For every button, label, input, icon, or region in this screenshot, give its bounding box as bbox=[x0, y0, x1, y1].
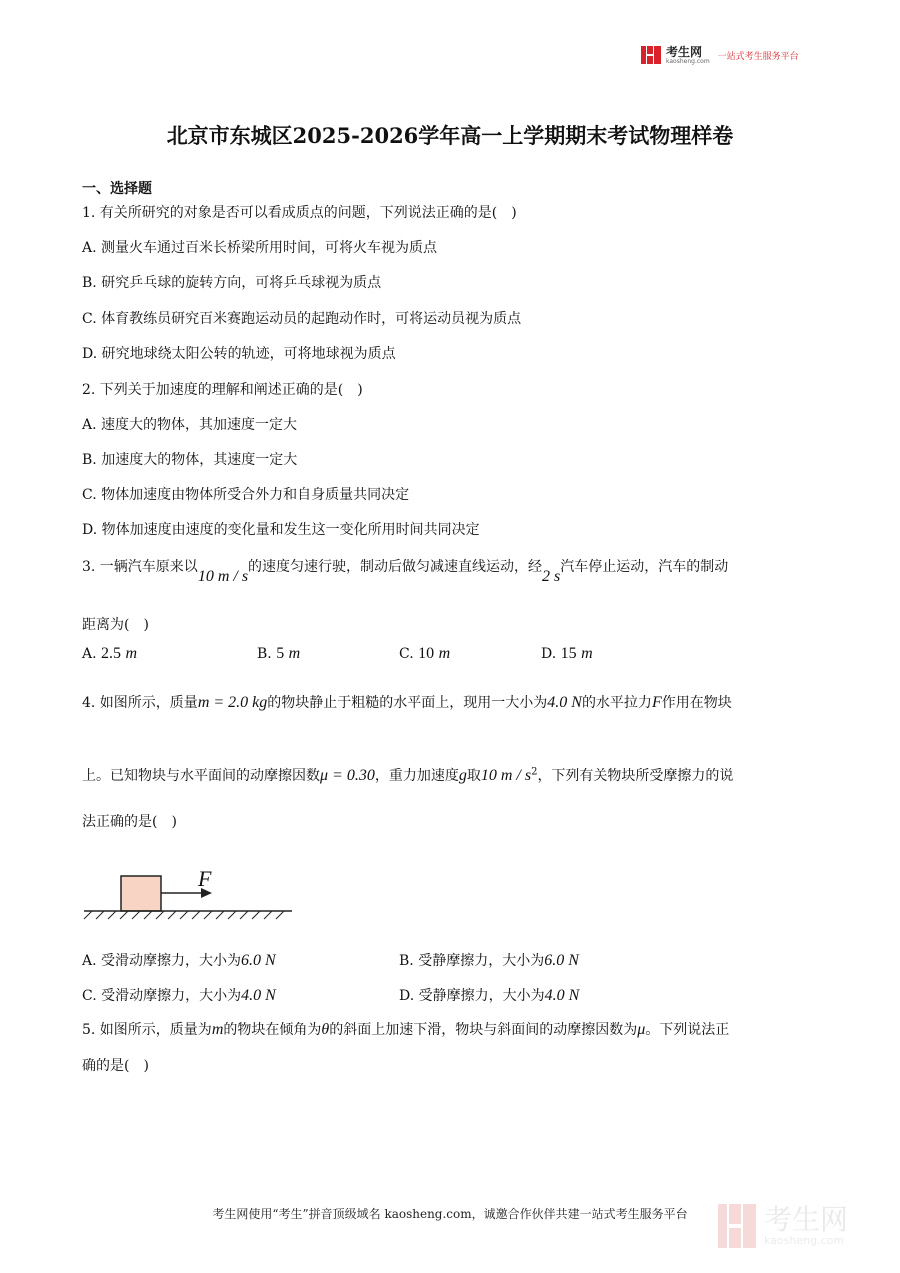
q3-option-c-value: 10 bbox=[418, 645, 435, 662]
q4-option-c-value: 4.0 N bbox=[241, 987, 276, 1004]
q3-option-c-label: C. bbox=[399, 646, 419, 662]
q4-stem-line3: 法正确的是( ) bbox=[82, 814, 177, 830]
q4-text-3: 的水平拉力 bbox=[581, 695, 652, 711]
q4-stem-line2 bbox=[82, 765, 733, 785]
q5-stem-line2: 确的是( ) bbox=[82, 1058, 149, 1074]
q3-stem-line2: 距离为( ) bbox=[82, 617, 149, 633]
page-title: 北京市东城区2025-2026学年高一上学期期末考试物理样卷 bbox=[166, 123, 734, 148]
q5-theta-symbol: θ bbox=[321, 1021, 330, 1038]
q1-option-d: D. 研究地球绕太阳公转的轨迹，可将地球视为质点 bbox=[82, 346, 396, 362]
force-label: F bbox=[198, 866, 212, 891]
q4-text-4: 作用在物块 bbox=[661, 695, 732, 711]
q3-option-d-value: 15 bbox=[560, 645, 577, 662]
q3-option-b-label: B. bbox=[257, 646, 277, 662]
q2-option-b: B. 加速度大的物体，其速度一定大 bbox=[82, 452, 298, 468]
q2-option-d: D. 物体加速度由速度的变化量和发生这一变化所用时间共同决定 bbox=[82, 522, 480, 538]
q3-option-b bbox=[257, 645, 300, 663]
kaosheng-logo-icon bbox=[640, 44, 662, 66]
q2-stem: 2. 下列关于加速度的理解和阐述正确的是( ) bbox=[82, 382, 363, 398]
q4-g-exponent: 2 bbox=[531, 766, 538, 778]
logo-domain: kaosheng.com bbox=[666, 57, 710, 65]
q5-mu-symbol: μ bbox=[637, 1021, 646, 1038]
q3-option-c-unit: m bbox=[438, 645, 451, 662]
q5-text-3: 的斜面上加速下滑，物块与斜面间的动摩擦因数为 bbox=[329, 1022, 638, 1038]
logo-text: 考生网 bbox=[666, 44, 703, 59]
q4-text-5: 上。已知物块与水平面间的动摩擦因数 bbox=[82, 768, 320, 784]
watermark bbox=[718, 1202, 848, 1250]
q2-option-a: A. 速度大的物体，其加速度一定大 bbox=[82, 417, 298, 433]
section-heading: 一、选择题 bbox=[82, 181, 152, 197]
q5-mass-symbol: m bbox=[211, 1021, 224, 1038]
q4-g-symbol: g bbox=[458, 767, 467, 784]
q4-option-a-value: 6.0 N bbox=[241, 952, 276, 969]
q3-option-b-value: 5 bbox=[276, 645, 285, 662]
q2-option-c: C. 物体加速度由物体所受合外力和自身质量共同决定 bbox=[82, 487, 410, 503]
q5-text-1: 5. 如图所示，质量为 bbox=[82, 1022, 212, 1038]
q4-text-6: ，重力加速度 bbox=[374, 768, 459, 784]
q5-stem-line1 bbox=[82, 1019, 729, 1039]
q4-figure bbox=[80, 862, 300, 924]
q4-mu: μ = 0.30 bbox=[320, 767, 375, 784]
watermark-text: 考生网 bbox=[764, 1202, 849, 1236]
q4-text-1: 4. 如图所示，质量 bbox=[82, 695, 198, 711]
q4-force-value: 4.0 N bbox=[547, 694, 582, 711]
q3-option-b-unit: m bbox=[288, 645, 301, 662]
q5-text-2: 的物块在倾角为 bbox=[223, 1022, 322, 1038]
q3-text-2: 的速度匀速行驶，制动后做匀减速直线运动，经 bbox=[248, 559, 543, 575]
q4-text-7: 取 bbox=[466, 768, 481, 784]
watermark-logo-icon bbox=[718, 1202, 758, 1250]
q4-option-b bbox=[399, 950, 579, 970]
q3-option-a bbox=[82, 645, 137, 663]
q4-g-value: 10 m / s bbox=[480, 767, 532, 784]
q3-velocity: 10 m / s bbox=[197, 568, 249, 585]
watermark-domain: kaosheng.com bbox=[764, 1233, 845, 1247]
q3-option-a-value: 2.5 bbox=[101, 645, 122, 662]
q3-option-d bbox=[541, 645, 593, 663]
q4-option-d bbox=[399, 985, 579, 1005]
block bbox=[121, 876, 161, 911]
q4-text-8: ，下列有关物块所受摩擦力的说 bbox=[537, 768, 734, 784]
q3-option-d-unit: m bbox=[581, 645, 593, 662]
q4-text-2: 的物块静止于粗糙的水平面上，现用一大小为 bbox=[267, 695, 548, 711]
q4-option-a-text: A. 受滑动摩擦力，大小为 bbox=[82, 953, 242, 969]
q3-text-1: 3. 一辆汽车原来以 bbox=[82, 559, 198, 575]
q4-option-c bbox=[82, 985, 276, 1005]
q3-option-c bbox=[399, 645, 450, 663]
q4-mass: m = 2.0 kg bbox=[197, 694, 268, 711]
q5-text-4: 。下列说法正 bbox=[645, 1022, 730, 1038]
q3-text-3: 汽车停止运动，汽车的制动 bbox=[560, 559, 729, 575]
q3-option-a-unit: m bbox=[125, 645, 138, 662]
q1-stem: 1. 有关所研究的对象是否可以看成质点的问题，下列说法正确的是( ) bbox=[82, 205, 517, 221]
q4-option-d-text: D. 受静摩擦力，大小为 bbox=[399, 988, 545, 1004]
header-slogan: 一站式考生服务平台 bbox=[717, 51, 799, 62]
footer-text: 考生网使用“考生”拼音顶级域名 kaosheng.com，诚邀合作伙伴共建一站式考生服务平台 bbox=[212, 1207, 688, 1221]
q3-stem-line1 bbox=[82, 556, 729, 585]
q1-option-a: A. 测量火车通过百米长桥梁所用时间，可将火车视为质点 bbox=[82, 240, 438, 256]
q3-option-a-label: A. bbox=[82, 646, 102, 662]
q4-stem-line1 bbox=[82, 692, 732, 712]
q4-force-symbol: F bbox=[651, 694, 662, 711]
ground-hatching bbox=[84, 911, 284, 919]
header-logo bbox=[640, 44, 799, 66]
q3-option-d-label: D. bbox=[541, 646, 561, 662]
q4-option-b-value: 6.0 N bbox=[544, 952, 579, 969]
q4-option-b-text: B. 受静摩擦力，大小为 bbox=[399, 953, 545, 969]
q1-option-b: B. 研究乒乓球的旋转方向，可将乒乓球视为质点 bbox=[82, 275, 382, 291]
q3-time: 2 s bbox=[542, 568, 561, 585]
q4-option-c-text: C. 受滑动摩擦力，大小为 bbox=[82, 988, 242, 1004]
q4-option-d-value: 4.0 N bbox=[544, 987, 580, 1004]
q4-option-a bbox=[82, 950, 276, 970]
q1-option-c: C. 体育教练员研究百米赛跑运动员的起跑动作时，可将运动员视为质点 bbox=[82, 311, 522, 327]
